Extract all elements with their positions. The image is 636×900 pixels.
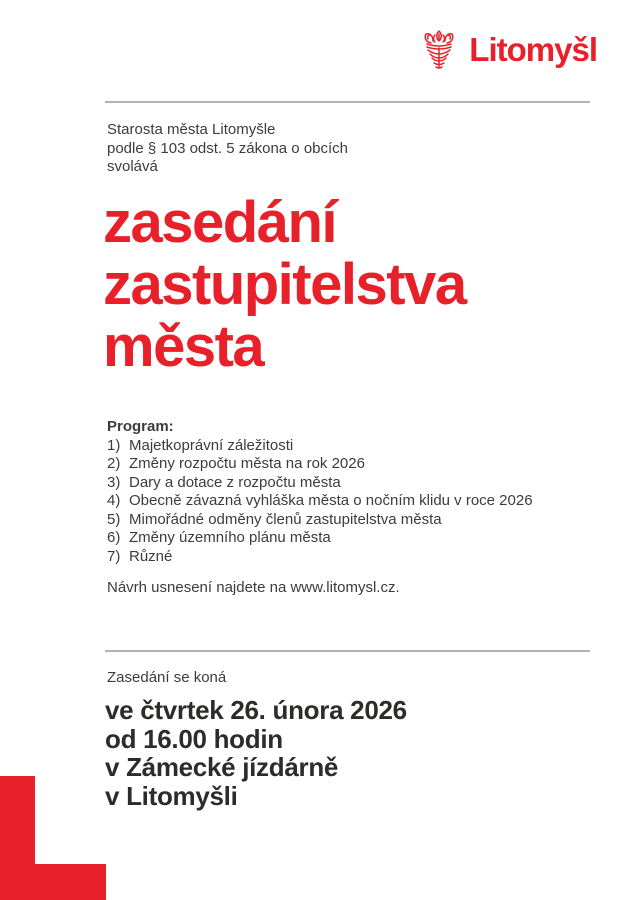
list-item — [107, 529, 533, 548]
list-item — [107, 492, 533, 511]
program-section — [107, 418, 533, 566]
page-title — [103, 192, 466, 378]
meeting-time: od 16.00 hodin — [105, 723, 283, 754]
list-item-text: Majetkoprávní záležitosti — [129, 436, 294, 454]
bottom-divider — [105, 650, 590, 652]
corner-l-horizontal-bar — [0, 864, 106, 900]
list-item — [107, 455, 533, 474]
list-item-number: 5) — [107, 510, 121, 528]
meeting-date: ve čtvrtek 26. února 2026 — [105, 695, 407, 725]
list-item — [107, 511, 533, 530]
list-item-number: 2) — [107, 455, 121, 472]
title-line-2: zastupitelstva — [103, 252, 466, 317]
resolution-note: Návrh usnesení najdete na www.litomysl.cz. — [107, 579, 400, 596]
list-item-text: Dary a dotace z rozpočtu města — [129, 473, 341, 491]
list-item-number: 6) — [107, 529, 121, 546]
list-item-number: 1) — [107, 436, 121, 454]
list-item-number: 3) — [107, 473, 121, 491]
intro-line-2: podle § 103 odst. 5 zákona o obcích — [107, 139, 349, 157]
meeting-place: v Zámecké jízdárně — [105, 752, 339, 782]
list-item — [107, 474, 533, 493]
list-item-number: 7) — [107, 547, 121, 565]
intro-line-1: Starosta města Litomyšle — [107, 121, 276, 138]
title-line-1: zasedání — [103, 190, 336, 255]
meeting-intro: Zasedání se koná — [107, 669, 227, 686]
corner-l-mark — [0, 776, 106, 900]
list-item-text: Změny rozpočtu města na rok 2026 — [129, 455, 365, 472]
meeting-city: v Litomyšli — [105, 780, 238, 811]
list-item-text: Obecně závazná vyhláška města o nočním klidu v roce 2026 — [129, 492, 533, 509]
litomysl-lily-icon — [419, 29, 459, 71]
top-divider — [105, 101, 590, 103]
list-item — [107, 437, 533, 456]
city-logo — [419, 29, 597, 71]
list-item-text: Změny územního plánu města — [129, 529, 331, 546]
list-item — [107, 548, 533, 567]
list-item-number: 4) — [107, 492, 121, 509]
list-item-text: Mimořádné odměny členů zastupitelstva města — [129, 510, 442, 528]
meeting-details — [105, 696, 407, 810]
intro-line-3: svolává — [107, 158, 158, 175]
logo-wordmark: Litomyšl — [469, 31, 597, 68]
program-heading: Program: — [107, 418, 174, 435]
list-item-text: Různé — [129, 547, 173, 565]
intro-paragraph — [107, 121, 348, 177]
title-line-3: města — [103, 314, 264, 379]
